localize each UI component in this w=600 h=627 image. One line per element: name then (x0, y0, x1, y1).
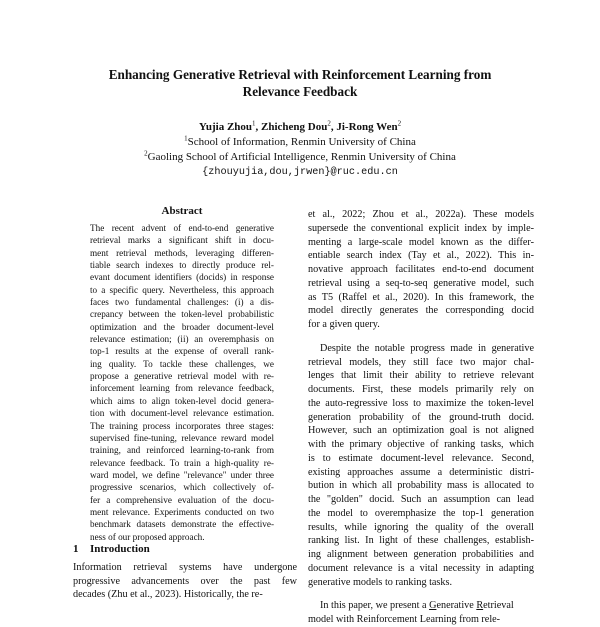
text-line: which aims to align token-level docid genera- (90, 395, 274, 406)
author-names (60, 120, 540, 135)
text-line: inforcement learning from relevance feedback, (90, 383, 274, 394)
right-paragraph-2 (308, 342, 534, 590)
text-line: evant document identifiers (docids) in response (90, 272, 274, 283)
author-separator: , (255, 121, 262, 133)
text-line: et al., 2022; Zhou et al., 2022a). These models (308, 209, 534, 220)
text-line: the auto-regressive loss to maximize the token-level (308, 397, 534, 409)
author-2-affiliation-mark: 2 (327, 119, 331, 128)
text-line: propose a generative retrieval model with re- (90, 371, 274, 382)
text-line: existing approaches assume a deterministic distri- (308, 466, 534, 478)
text-line: retrieval marks a significant shift in docu- (90, 235, 274, 246)
text-line: fer a comprehensive evaluation of the docu- (90, 494, 274, 505)
text-line: top-1 results at the expense of overall rank- (90, 346, 274, 357)
author-block (60, 120, 540, 180)
text-line: generation probability of the ground-truth docid. (308, 411, 534, 423)
right-paragraph-3 (308, 599, 534, 627)
underlined-letter: G (429, 600, 437, 612)
text-line: bution in which all probability mass is allocated to (308, 480, 534, 492)
text-line: training, and reinforced learning-to-rank from (90, 445, 274, 456)
text-line: The recent advent of end-to-end generative (90, 223, 274, 233)
abstract-body (90, 222, 274, 543)
text-line: Information retrieval systems have undergone (73, 562, 297, 573)
text-line: relevance feedback. To train a high-quality re- (90, 457, 274, 468)
text-line: relevance estimation; (ii) an overemphasis on (90, 334, 274, 345)
text-line: ward model, we define "relevance" under three (90, 469, 274, 480)
section-number: 1 (73, 543, 79, 555)
right-paragraph-3-line-2: model with Reinforcement Learning from rele- (308, 614, 501, 625)
text-line: document relevance is a vital necessity in adapting (308, 562, 534, 574)
right-paragraph-1 (308, 208, 534, 332)
text-line: benchmark datasets demonstrate the effective- (90, 519, 274, 530)
text-line: Despite the notable progress made in generative (320, 342, 534, 354)
text-line: as T5 (Raffel et al., 2020). In this framework, the (308, 291, 534, 303)
text-line: for a given query. (308, 319, 380, 330)
text-line: ment relevance. Experiments conducted on two (90, 506, 274, 517)
right-paragraph-3-line-1 (308, 599, 534, 613)
affiliation-2 (60, 150, 540, 165)
text-line: ment retrieval methods, leveraging differen- (90, 247, 274, 258)
affiliation-2-text: Gaoling School of Artificial Intelligence, Renmin University of China (147, 151, 456, 163)
title-line-2: Relevance Feedback (242, 84, 358, 99)
text-line: retrieval models, they still face two major chal- (308, 356, 534, 368)
text-line: menting a large-scale model known as the differ- (308, 236, 534, 248)
text-line: to a specific query. Nevertheless, this approach (90, 284, 274, 295)
affiliation-1-mark: 1 (184, 134, 188, 143)
paragraph-gap (308, 332, 534, 342)
paper-title (60, 66, 540, 100)
text-line: novative approach facilitates end-to-end document (308, 264, 534, 275)
author-separator: , (330, 121, 337, 133)
text-line: faces two fundamental challenges: (i) a dis- (90, 297, 274, 308)
text-line: optimization and the broader document-level (90, 321, 274, 332)
introduction-body (73, 561, 297, 602)
author-1: Yujia Zhou (198, 121, 253, 133)
author-3-affiliation-mark: 2 (397, 119, 402, 128)
section-title: Introduction (90, 543, 150, 555)
text-line: is to estimate document-level relevance. Second, (308, 452, 534, 464)
text-line: However, such an optimization goal is not aligned (308, 425, 534, 437)
text-segment: en (436, 600, 447, 612)
text-line: the "golden" docid. Such an assumption can lead (308, 494, 534, 505)
paragraph-gap (308, 589, 534, 599)
text-line: entiable search index (Tay et al., 2022). This in- (308, 250, 534, 262)
text-line: lenges that limit their ability to retrieve relevant (308, 370, 534, 382)
abstract-heading: Abstract (161, 205, 203, 217)
text-line: ing alignment between generation probabilities and (308, 549, 534, 560)
text-line: generative models to ranking tasks. (308, 576, 453, 588)
author-1-affiliation-mark: 1 (252, 119, 256, 128)
affiliation-1-text: School of Information, Renmin University of China (187, 136, 416, 148)
text-line: model directly generates the corresponding docid (308, 305, 534, 317)
text-line: tion with document-level relevance estimation. (90, 408, 274, 419)
author-3: Ji-Rong Wen (336, 121, 398, 133)
right-column (308, 208, 534, 627)
author-email: {zhouyujia,dou,jrwen}@ruc.edu.cn (202, 167, 398, 178)
text-segment: etrieval (483, 600, 514, 612)
text-line: retrieval using a seq-to-seq generative model, such (308, 277, 534, 289)
text-line: with the primary objective of ranking tasks, which (308, 439, 534, 450)
text-line: tiable search indexes to directly produce rel- (90, 260, 274, 271)
text-line: ranking list. In light of these challenges, establish- (308, 535, 534, 547)
section-heading-introduction (73, 543, 150, 555)
title-line-1: Enhancing Generative Retrieval with Reinforcement Learning from (108, 67, 492, 82)
text-line: supersede the conventional explicit index by imple- (308, 222, 534, 234)
author-2: Zhicheng Dou (261, 121, 328, 133)
text-line: crepancy between the token-level probabilistic (90, 309, 274, 320)
text-line: ness of our proposed approach. (90, 531, 205, 542)
text-line: decades (Zhu et al., 2023). Historically, the re- (73, 589, 263, 600)
text-line: documents. First, these models primarily rely on (308, 384, 534, 395)
text-line: ing quality. To tackle these challenges, we (90, 358, 274, 369)
text-line: results, while ignoring the quality of the overall (308, 521, 534, 533)
text-line: The training process incorporates three stages: (90, 420, 274, 431)
underlined-letter: R (476, 600, 484, 612)
affiliation-1 (60, 135, 540, 150)
affiliation-2-mark: 2 (144, 149, 148, 158)
text-line: the model to overemphasize the top-1 generation (308, 507, 534, 519)
text-line: progressive scenarios, which collectively of- (90, 482, 274, 493)
text-segment: In this paper, we present a (320, 600, 430, 612)
text-line: progressive advancements over the past few (73, 575, 297, 587)
text-segment: erative (446, 600, 477, 612)
text-line: supervised fine-tuning, relevance reward model (90, 432, 274, 443)
